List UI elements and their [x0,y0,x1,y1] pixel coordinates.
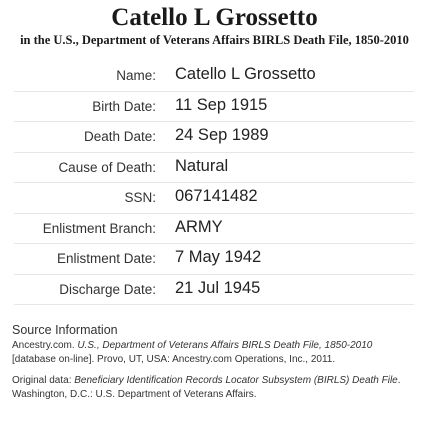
field-row-name [0,61,429,92]
field-row-birth-date [0,92,429,123]
field-value-death-date: 24 Sep 1989 [175,126,269,144]
field-value-discharge-date: 21 Jul 1945 [175,278,261,297]
field-row-discharge-date [0,275,429,306]
original-suffix: . Washington, D.C.: U.S. Department of Veterans Affairs. [12,375,401,400]
field-label: Enlistment Date: [56,251,156,266]
citation-title: U.S., Department of Veterans Affairs BIRLS Death File, 1850-2010 [77,340,373,351]
record-title: Catello L Grossetto [111,4,318,31]
field-value-name: Catello L Grossetto [175,65,316,83]
field-label: Name: [116,68,156,83]
field-value-cause-of-death: Natural [175,156,229,175]
original-title: Beneficiary Identification Records Locator Subsystem (BIRLS) Death File [74,375,398,386]
source-heading: Source Information [12,323,118,337]
citation-prefix: Ancestry.com. [12,340,78,351]
field-row-ssn [0,183,429,214]
field-value-birth-date: 11 Sep 1915 [175,95,268,114]
field-row-enlistment-date [0,244,429,275]
field-row-enlistment-branch [0,214,429,245]
field-value-enlistment-branch: ARMY [175,217,223,236]
record-fields [0,61,429,305]
collection-subtitle: in the U.S., Department of Veterans Affairs BIRLS Death File, 1850-2010 [20,33,409,47]
field-label: Enlistment Branch: [42,220,156,236]
field-label: Death Date: [83,129,156,144]
field-value-enlistment-date: 7 May 1942 [175,248,262,266]
row-divider [14,304,414,305]
source-citation [12,339,417,366]
field-value-ssn: 067141482 [175,187,258,205]
citation-suffix: [database on-line]. Provo, UT, USA: Ancestry.com Operations, Inc., 2011. [12,353,336,365]
field-label: Discharge Date: [59,281,156,297]
field-label: Birth Date: [92,98,156,114]
field-label: SSN: [124,190,156,205]
field-row-cause-of-death [0,153,429,184]
field-label: Cause of Death: [58,159,156,175]
source-information [12,322,417,401]
original-data [12,374,417,401]
original-prefix: Original data: [12,375,75,386]
field-row-death-date [0,122,429,153]
